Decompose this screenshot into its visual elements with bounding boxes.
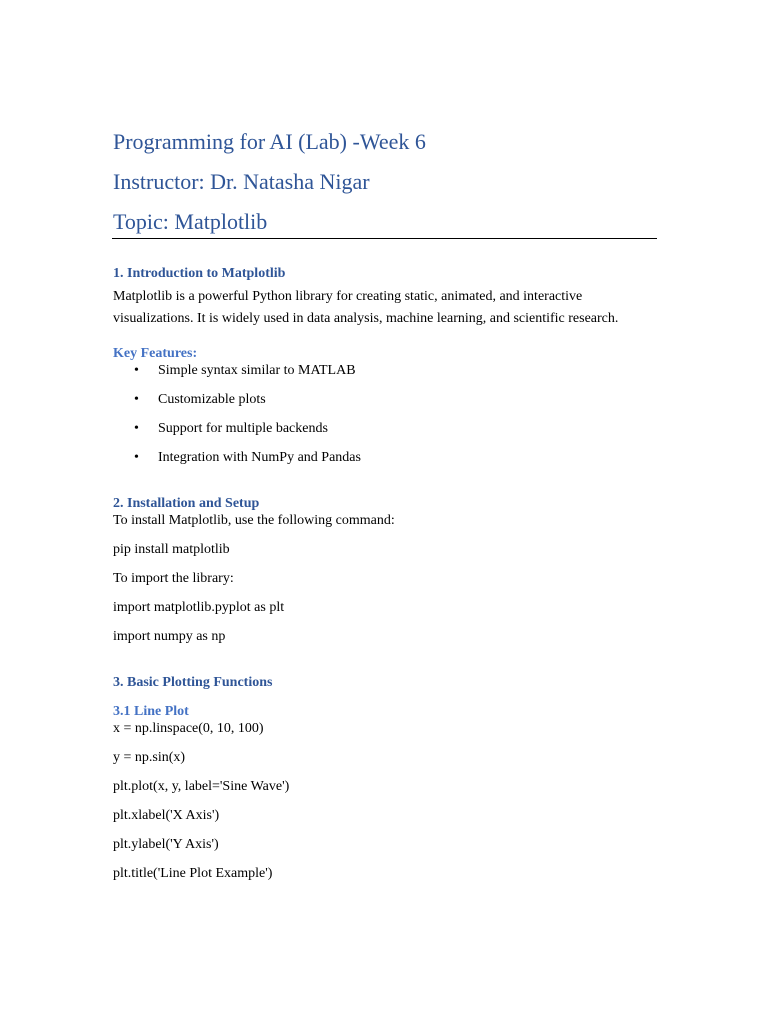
bullet-icon: • <box>134 392 139 407</box>
code-line: x = np.linspace(0, 10, 100) <box>113 721 264 736</box>
code-line: plt.title('Line Plot Example') <box>113 866 273 881</box>
line-plot-subheading: 3.1 Line Plot <box>113 704 189 719</box>
bullet-icon: • <box>134 363 139 378</box>
section-2-line: To install Matplotlib, use the following command: <box>113 513 395 528</box>
section-3-heading: 3. Basic Plotting Functions <box>113 675 273 690</box>
feature-text: Integration with NumPy and Pandas <box>158 450 361 465</box>
section-2-heading: 2. Installation and Setup <box>113 496 260 511</box>
code-line: plt.plot(x, y, label='Sine Wave') <box>113 779 290 794</box>
feature-list-item <box>134 364 356 378</box>
code-line: plt.ylabel('Y Axis') <box>113 837 219 852</box>
key-features-heading: Key Features: <box>113 346 198 361</box>
bullet-icon: • <box>134 450 139 465</box>
instructor-line: Instructor: Dr. Natasha Nigar <box>113 169 370 194</box>
feature-text: Support for multiple backends <box>158 421 328 436</box>
bullet-icon: • <box>134 421 139 436</box>
code-line: import matplotlib.pyplot as plt <box>113 600 285 615</box>
feature-list-item <box>134 451 361 465</box>
section-2-line: To import the library: <box>113 571 234 586</box>
feature-list-item <box>134 393 266 407</box>
feature-text: Customizable plots <box>158 392 266 407</box>
section-1-paragraph: Matplotlib is a powerful Python library for creating static, animated, and interactive visualizations. It is widely used in data analysis, machine learning, and scientific research. <box>113 289 619 326</box>
feature-list-item <box>134 422 328 436</box>
section-1-heading: 1. Introduction to Matplotlib <box>113 266 286 281</box>
feature-text: Simple syntax similar to MATLAB <box>158 363 356 378</box>
code-line: import numpy as np <box>113 629 226 644</box>
code-line: y = np.sin(x) <box>113 750 186 765</box>
topic-line: Topic: Matplotlib <box>113 209 268 234</box>
code-line: pip install matplotlib <box>113 542 230 557</box>
code-line: plt.xlabel('X Axis') <box>113 808 220 823</box>
course-title: Programming for AI (Lab) -Week 6 <box>113 129 426 154</box>
header-divider <box>112 238 657 239</box>
